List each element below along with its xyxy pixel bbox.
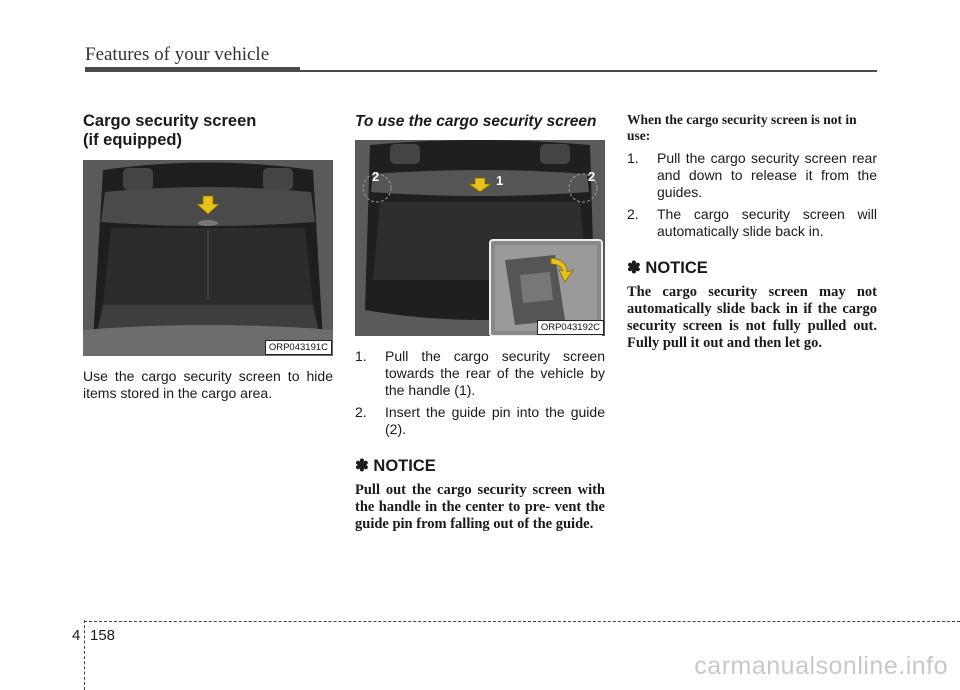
callout-2-left: 2 — [372, 169, 380, 184]
step-text: Pull the cargo security screen towards the rear of the vehicle by the handle (1). — [385, 348, 605, 398]
header-bar — [85, 67, 300, 72]
figure-code: ORP043191C — [265, 340, 332, 355]
figure-code: ORP043192C — [537, 320, 604, 335]
column-not-in-use — [627, 112, 877, 352]
cargo-area-photo — [83, 160, 333, 356]
step-text: Pull the cargo security screen rear and down to release it from the guides. — [657, 150, 877, 200]
column-cargo-screen-intro — [83, 112, 333, 402]
step-number: 2. — [627, 206, 639, 222]
section-heading: When the cargo security screen is not in use: — [627, 112, 857, 143]
step-number: 1. — [627, 150, 639, 166]
notice-heading: ✽ NOTICE — [627, 259, 708, 277]
chapter-number: 4 — [72, 627, 81, 644]
list-item — [355, 404, 605, 438]
section-heading: To use the cargo security screen — [355, 113, 597, 130]
step-text: The cargo security screen will automatically slide back in. — [657, 206, 877, 239]
footer-divider-horizontal — [84, 621, 960, 622]
watermark: carmanualsonline.info — [694, 652, 948, 680]
heading-line-1: Cargo security screen — [83, 112, 257, 130]
list-item — [355, 348, 605, 399]
cargo-screen-illustration — [355, 140, 605, 336]
page-header-title: Features of your vehicle — [85, 44, 270, 65]
footer-divider-vertical — [84, 620, 85, 690]
notice-text: The cargo security screen may not automatically slide back in if the cargo security screen is not fully pulled out. Fully pull it out and then let go. — [627, 284, 877, 351]
callout-1: 1 — [496, 173, 504, 188]
page-number: 158 — [90, 627, 116, 644]
cargo-area-illustration — [83, 160, 333, 356]
list-item — [627, 150, 877, 201]
column-use-screen — [355, 112, 605, 533]
callout-2-right: 2 — [588, 169, 596, 184]
list-item — [627, 206, 877, 240]
notice-heading: ✽ NOTICE — [355, 457, 436, 475]
step-number: 2. — [355, 404, 367, 420]
step-list — [627, 150, 877, 240]
step-number: 1. — [355, 348, 367, 364]
cargo-screen-use-photo — [355, 140, 605, 336]
intro-paragraph: Use the cargo security screen to hide items stored in the cargo area. — [83, 368, 333, 401]
notice-text: Pull out the cargo security screen with the handle in the center to pre- vent the guide pin from falling out of the guide. — [355, 482, 605, 532]
header-rule — [300, 70, 877, 72]
step-list — [355, 348, 605, 438]
section-heading — [83, 112, 333, 150]
step-text: Insert the guide pin into the guide (2). — [385, 404, 605, 437]
heading-line-2: (if equipped) — [83, 131, 182, 149]
